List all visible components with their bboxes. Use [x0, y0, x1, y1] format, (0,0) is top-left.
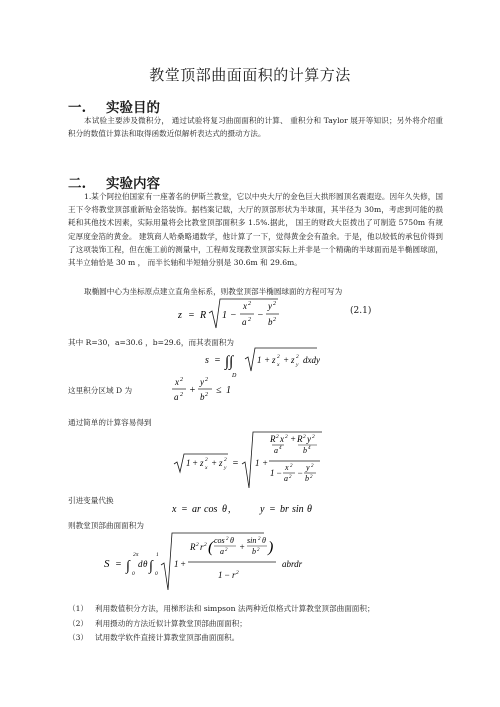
svg-text:s: s: [205, 355, 209, 366]
svg-text:2: 2: [303, 434, 306, 440]
svg-text:1: 1: [255, 458, 260, 468]
svg-text:2: 2: [273, 301, 276, 307]
svg-text:+: +: [189, 385, 196, 396]
svg-text:dxdy: dxdy: [303, 355, 320, 365]
svg-text:): ): [268, 539, 274, 556]
svg-text:2: 2: [311, 464, 314, 469]
svg-text:b: b: [252, 547, 256, 556]
svg-text:y: y: [307, 434, 311, 444]
svg-text:2: 2: [204, 542, 207, 548]
svg-text:+: +: [239, 542, 246, 552]
svg-text:b: b: [305, 474, 309, 483]
svg-text:2: 2: [205, 392, 208, 398]
svg-text:(: (: [208, 539, 214, 556]
svg-text:2: 2: [205, 457, 208, 463]
svg-text:a: a: [242, 317, 247, 327]
svg-text:cos: cos: [214, 536, 225, 545]
svg-text:−: −: [257, 310, 264, 321]
svg-text:R: R: [297, 434, 303, 444]
svg-text:θ: θ: [230, 536, 234, 545]
svg-text:−: −: [230, 310, 237, 321]
svg-text:+: +: [262, 458, 269, 468]
substitution-text: 引进变量代换: [68, 496, 114, 505]
svg-text:2π: 2π: [133, 552, 139, 558]
list-item: [68, 617, 375, 632]
svg-text:a: a: [284, 474, 288, 483]
task-text: 利用数值积分方法，用梯形法和 simpson 法两种近似格式计算教堂顶部曲面面积；: [95, 604, 375, 613]
svg-text:ar: ar: [192, 504, 201, 515]
list-item: [68, 631, 375, 646]
svg-text:b: b: [268, 317, 273, 327]
svg-text:x: x: [205, 465, 208, 471]
svg-text:y: y: [224, 465, 227, 471]
svg-text:cos: cos: [204, 504, 218, 515]
svg-text:a: a: [220, 547, 224, 556]
task-list: [68, 602, 375, 646]
svg-text:+: +: [211, 458, 218, 468]
svg-text:−: −: [276, 468, 283, 478]
svg-text:=: =: [115, 559, 122, 570]
svg-text:∫: ∫: [149, 559, 153, 574]
section-2-title: 实验内容: [106, 176, 160, 192]
svg-text:1: 1: [257, 355, 262, 365]
svg-text:+: +: [290, 434, 297, 444]
svg-text:θ: θ: [307, 504, 312, 515]
svg-text:0: 0: [132, 571, 135, 577]
task-number: （1）: [68, 604, 89, 613]
equation-number: (2.1): [350, 306, 372, 316]
svg-text:a: a: [174, 392, 179, 402]
svg-text:x: x: [280, 434, 284, 444]
svg-text:d: d: [138, 559, 143, 569]
svg-text:y: y: [296, 362, 299, 368]
svg-text:x: x: [285, 463, 289, 472]
svg-text:2: 2: [258, 537, 261, 542]
svg-text:2: 2: [285, 434, 288, 440]
equation-area-polar: [104, 532, 364, 592]
svg-text:2: 2: [290, 464, 293, 469]
svg-text:2: 2: [248, 301, 251, 307]
svg-text:2: 2: [289, 475, 292, 480]
svg-text:=: =: [269, 504, 276, 515]
svg-text:2: 2: [236, 570, 239, 576]
svg-text:r: r: [232, 570, 236, 580]
svg-text:+: +: [264, 355, 271, 365]
equation-domain: [172, 374, 252, 406]
svg-text:1: 1: [270, 468, 275, 478]
domain-text: 这里积分区域 D 为: [68, 386, 133, 395]
svg-text:+: +: [192, 458, 199, 468]
svg-text:2: 2: [296, 354, 299, 360]
svg-text:z: z: [291, 355, 295, 365]
equation-ellipsoid: [178, 295, 338, 335]
svg-text:≤: ≤: [216, 385, 222, 396]
svg-text:4: 4: [308, 446, 311, 451]
svg-text:b: b: [303, 446, 307, 455]
svg-text:θ: θ: [143, 559, 148, 569]
svg-text:=: =: [188, 310, 195, 321]
task-text: 试用数学软件直接计算教堂顶部曲面面积。: [95, 633, 240, 643]
svg-text:4: 4: [279, 446, 282, 451]
section-1-paragraph: 本试验主要涉及微积分， 通过试验将复习曲面面积的计算、 重积分和 Taylor 展开等知识；另外将介绍重积分的数值计算法和取得函数近似解析表达式的摄动方法。: [68, 116, 443, 139]
svg-text:y: y: [268, 301, 272, 311]
svg-text:∫: ∫: [126, 559, 130, 574]
svg-text:1: 1: [174, 559, 179, 569]
svg-text:θ: θ: [262, 536, 266, 545]
svg-text:0: 0: [155, 571, 158, 577]
svg-text:b: b: [200, 392, 205, 402]
svg-text:2: 2: [205, 377, 208, 383]
section-1-heading: [68, 96, 160, 116]
svg-text:r: r: [200, 542, 204, 552]
svg-text:y: y: [260, 504, 265, 515]
svg-text:∫∫: ∫∫: [225, 354, 234, 370]
svg-text:=: =: [181, 504, 188, 515]
svg-text:y: y: [200, 377, 204, 387]
svg-text:z: z: [272, 355, 276, 365]
svg-text:−: −: [297, 468, 304, 478]
svg-text:y: y: [306, 463, 310, 472]
section-1-title: 实验目的: [106, 100, 160, 116]
svg-text:a: a: [274, 446, 278, 455]
svg-text:+: +: [180, 559, 187, 569]
svg-text:2: 2: [257, 548, 260, 553]
svg-text:sin: sin: [247, 536, 257, 545]
svg-text:2: 2: [248, 317, 251, 323]
svg-text:2: 2: [273, 317, 276, 323]
parameters-text: 其中 R=30，a=30.6 ，b=29.6，而其表面积为: [68, 338, 235, 347]
svg-text:+: +: [283, 355, 290, 365]
task-text: 利用摄动的方法近似计算教堂顶部曲面面积；: [95, 618, 247, 628]
svg-text:1: 1: [186, 458, 191, 468]
svg-text:2: 2: [196, 542, 199, 548]
svg-text:z: z: [219, 458, 223, 468]
area-result-text: 则教堂顶部曲面面积为: [68, 521, 144, 530]
svg-text:br: br: [280, 504, 289, 515]
svg-text:S: S: [104, 558, 110, 570]
svg-text:R: R: [270, 434, 276, 444]
svg-text:x: x: [172, 504, 177, 515]
svg-text:2: 2: [226, 537, 229, 542]
svg-text:2: 2: [310, 475, 313, 480]
section-2-heading: [68, 172, 160, 192]
svg-text:=: =: [232, 458, 239, 469]
svg-text:2: 2: [224, 457, 227, 463]
svg-text:1: 1: [226, 385, 231, 396]
svg-text:R: R: [200, 310, 207, 321]
svg-text:abrdr: abrdr: [282, 559, 303, 569]
list-item: [68, 602, 375, 617]
svg-text:2: 2: [277, 354, 280, 360]
coordinate-intro-text: 取椭圆中心为坐标原点建立直角坐标系，则教堂顶部半椭圆球面的方程可写为: [84, 287, 343, 296]
task-number: （3）: [68, 633, 89, 643]
svg-text:x: x: [277, 362, 280, 368]
svg-text:R: R: [190, 542, 196, 552]
page-title: 教堂顶部曲面面积的计算方法: [149, 66, 351, 84]
svg-text:x: x: [175, 377, 179, 387]
svg-text:x: x: [243, 301, 247, 311]
equation-integrand: [172, 430, 352, 490]
svg-text:z: z: [200, 458, 204, 468]
section-2-paragraph: 1.某个阿拉伯国家有一座著名的伊斯兰教堂，它以中央大厅的金色巨大拱形圆顶名震遐迩。因年久失修，国王下令将教堂顶部重新贴金箔装饰。据档案记载，大厅的顶部形状为半球面，其半径为 30m，考虑到可能的损耗和其他技术因素，实际用量将会比教堂顶部面积多 1.5%.据此， 国王的财政大臣拨出了可制造 5750m 有规定厚度金箔的黄金。 建筑商人哈桑略通数学，他计算了一下，觉得黄金会有盈余。于是，他以较低的承包价得到了这项装饰工程，但在施工前的测量中，工程师发现教堂顶部实际上并非是一个精确的半球面而是半椭圆球面， 其半立轴恰是 30 m ， 而半长轴和半短轴分别是 30.6m 和 29.6m。: [68, 192, 443, 268]
svg-text:1: 1: [222, 310, 227, 321]
svg-text:sin: sin: [292, 504, 304, 515]
svg-text:θ: θ: [222, 504, 227, 515]
svg-text:,: ,: [228, 504, 231, 515]
svg-text:2: 2: [180, 377, 183, 383]
section-1-number: 一.: [68, 100, 87, 116]
calculation-text: 通过简单的计算容易得到: [68, 418, 152, 427]
svg-text:1: 1: [218, 570, 223, 580]
svg-text:2: 2: [225, 548, 228, 553]
svg-text:2: 2: [180, 392, 183, 398]
equation-substitution: [172, 500, 372, 518]
svg-text:1: 1: [156, 552, 159, 558]
svg-text:−: −: [224, 570, 231, 580]
svg-text:2: 2: [312, 434, 315, 440]
svg-text:=: =: [214, 355, 221, 366]
section-2-number: 二.: [68, 176, 87, 192]
task-number: （2）: [68, 618, 89, 628]
svg-text:D: D: [232, 373, 237, 379]
svg-text:2: 2: [276, 434, 279, 440]
svg-text:z: z: [178, 310, 182, 321]
